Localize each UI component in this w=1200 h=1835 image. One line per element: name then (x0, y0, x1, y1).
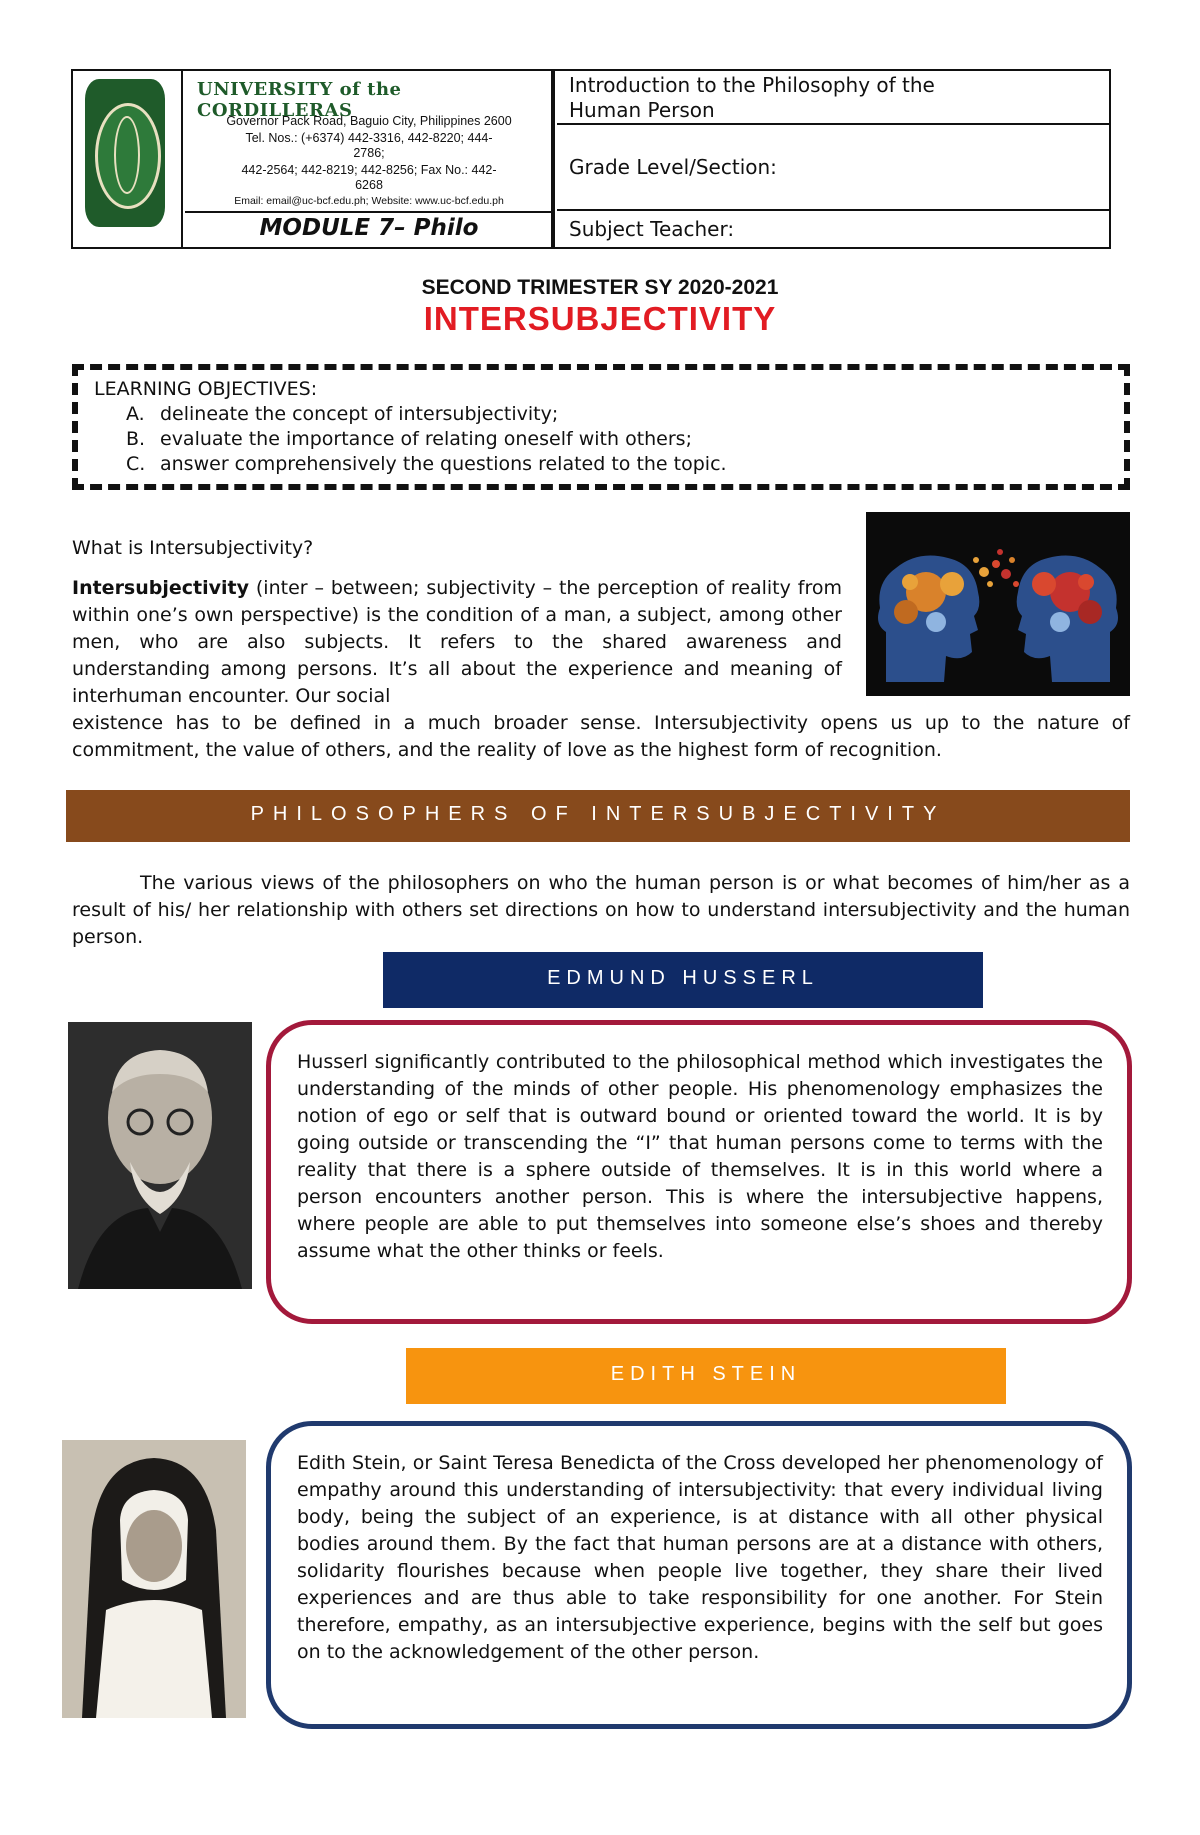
stein-text-box (266, 1421, 1132, 1729)
two-heads-gears-icon (866, 512, 1130, 696)
logo-cell (73, 71, 183, 247)
tel-line-4: 6268 (355, 178, 383, 192)
objective-item (126, 452, 727, 477)
objective-text: answer comprehensively the questions related to the topic. (160, 453, 727, 475)
objective-letter: A. (126, 403, 145, 425)
husserl-portrait (68, 1022, 252, 1289)
stein-name: EDITH STEIN (610, 1363, 802, 1385)
subject-teacher-cell (557, 213, 1109, 247)
course-title-cell (557, 71, 1109, 125)
university-seal-icon (85, 79, 165, 227)
intro-definition-continued: existence has to be defined in a much broader sense. Intersubjectivity opens us up to the nature of commitment, the value of others, and the reality of love as the highest form of recognition. (72, 712, 1130, 761)
philosophers-intro-text: The various views of the philosophers on who the human person is or what becomes of him/her as a result of his/ her relationship with others set directions on how to understand intersubjectivity and the human person. (72, 872, 1130, 948)
objectives-list (126, 402, 727, 477)
intro-question: What is Intersubjectivity? (72, 537, 314, 559)
objective-letter: B. (126, 428, 146, 450)
module-label: MODULE 7– Philo (259, 215, 479, 241)
seal-inner (95, 103, 161, 209)
stein-portrait (62, 1440, 246, 1718)
course-title-line-1: Introduction to the Philosophy of the (569, 73, 935, 97)
grade-level-cell (557, 127, 1109, 211)
tel-line-1: Tel. Nos.: (+6374) 442-3316, 442-8220; 444- (245, 131, 493, 145)
husserl-description: Husserl significantly contributed to the philosophical method which investigates the understanding of the minds of other people. His phenomenology emphasizes the notion of ego or self that is outward bound or oriented toward the world. It is by going outside or transcending the “I” that human persons come to terms with the reality that there is a sphere outside of themselves. It is in this world where a person encounters another person. This is where the intersubjective happens, where people are able to put themselves into someone else’s shoes and thereby assume what the other thinks or feels. (297, 1051, 1103, 1262)
stein-name-bar (406, 1348, 1006, 1404)
objective-item (126, 402, 727, 427)
intro-definition-text: (inter – between; subjectivity – the perception of reality from within one’s own perspective) is the condition of a man, a subject, among other men, who are also subjects. It refers to the shared awareness and understanding among persons. It’s all about the experience and meaning of interhuman encounter. Our social (72, 577, 842, 707)
philosophers-banner (66, 790, 1130, 842)
university-address: Governor Pack Road, Baguio City, Philippines 2600 (226, 114, 512, 128)
trimester-heading: SECOND TRIMESTER SY 2020-2021 (421, 276, 779, 299)
tel-line-2: 2786; (353, 146, 385, 160)
stein-portrait-icon (62, 1440, 246, 1718)
module-cell (185, 211, 555, 249)
husserl-name: EDMUND HUSSERL (547, 967, 819, 989)
objective-text: delineate the concept of intersubjectivity; (160, 403, 559, 425)
seal-ring (114, 116, 140, 194)
course-title-line-2: Human Person (569, 98, 715, 122)
tel-line-3: 442-2564; 442-8219; 442-8256; Fax No.: 442- (241, 163, 497, 177)
philosophers-banner-text: PHILOSOPHERS OF INTERSUBJECTIVITY (250, 803, 946, 825)
philosophers-intro (72, 870, 1130, 951)
intersubjectivity-heads-image (866, 512, 1130, 696)
header-table (71, 69, 1111, 249)
husserl-name-bar (383, 952, 983, 1008)
objectives-heading: LEARNING OBJECTIVES: (94, 378, 318, 400)
intro-term: Intersubjectivity (72, 577, 249, 599)
intro-definition (72, 575, 842, 710)
husserl-portrait-icon (68, 1022, 252, 1289)
grade-level-label: Grade Level/Section: (569, 155, 777, 179)
header-divider (551, 71, 553, 247)
learning-objectives-box (72, 364, 1130, 490)
stein-description: Edith Stein, or Saint Teresa Benedicta of the Cross developed her phenomenology of empathy around this understanding of intersubjectivity: that every individual living body, being the subject of an experience, is at distance with all other physical bodies around them. By the fact that human persons are at a distance with others, solidarity flourishes because when people live together, they share their lived experiences and are thus able to take responsibility for one another. For Stein therefore, empathy, as an intersubjective experience, begins with the self but goes on to the acknowledgement of the other person. (297, 1452, 1103, 1663)
objective-item (126, 427, 727, 452)
objective-letter: C. (126, 453, 146, 475)
husserl-text-box (266, 1020, 1132, 1324)
email-line: Email: email@uc-bcf.edu.ph; Website: www.uc-bcf.edu.ph (234, 195, 504, 207)
university-name: UNIVERSITY of the CORDILLERAS (197, 79, 402, 121)
subject-teacher-label: Subject Teacher: (569, 217, 735, 241)
topic-title: INTERSUBJECTIVITY (423, 300, 777, 337)
objective-text: evaluate the importance of relating oneself with others; (160, 428, 692, 450)
university-info-cell (185, 71, 555, 211)
